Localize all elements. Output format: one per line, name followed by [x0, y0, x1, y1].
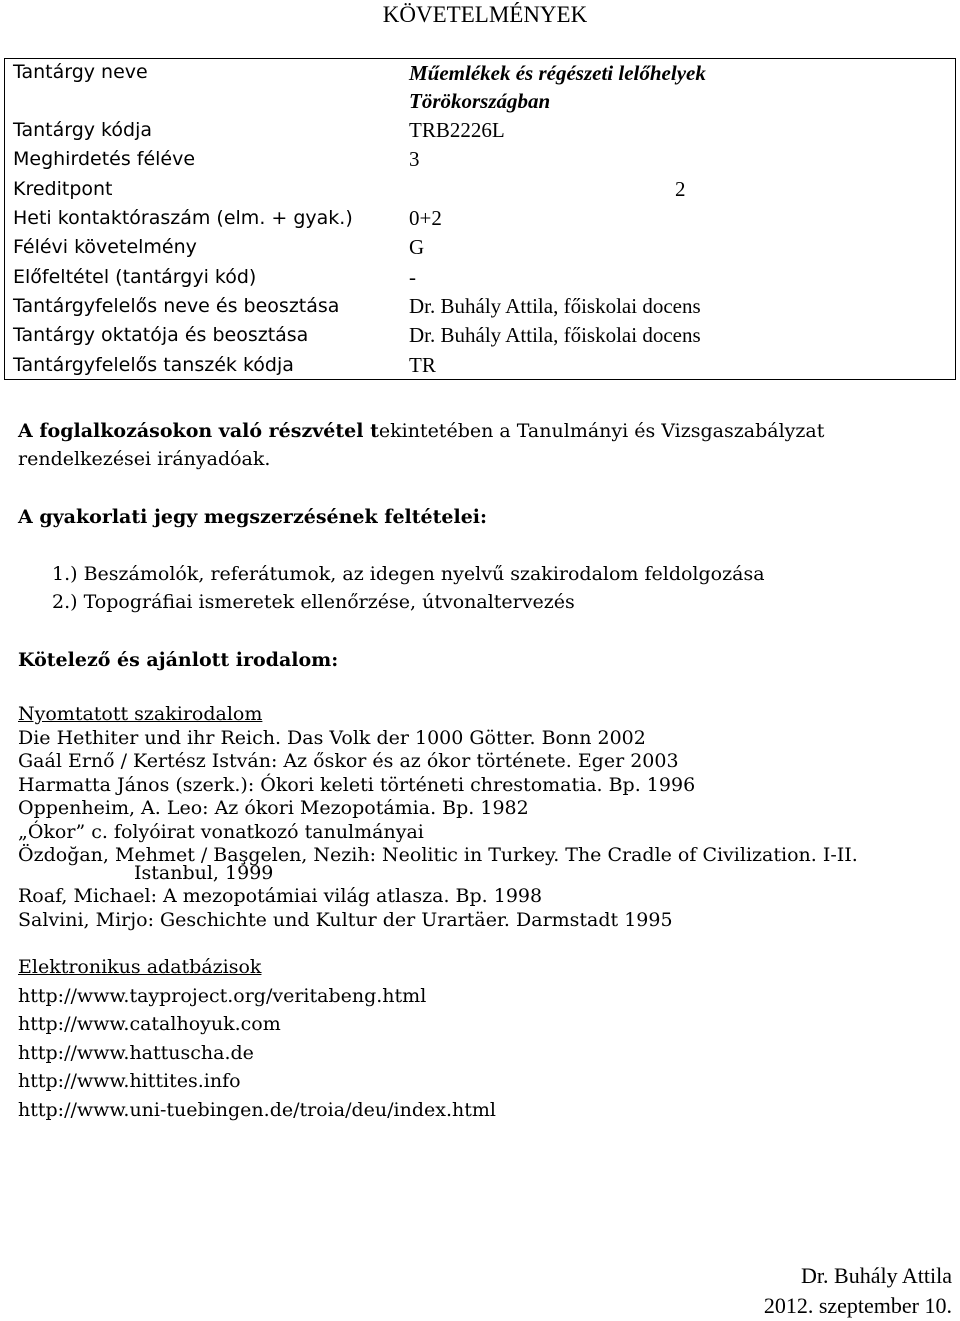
literature-item-continuation: Istanbul, 1999: [134, 861, 274, 884]
literature-item: Özdoğan, Mehmet / Başgelen, Nezih: Neolitic in Turkey. The Cradle of Civilization. I-II.: [18, 844, 858, 866]
literature-item: Salvini, Mirjo: Geschichte und Kultur der Urartäer. Darmstadt 1995: [18, 908, 673, 931]
signature-name: Dr. Buhály Attila: [801, 1263, 952, 1288]
info-label: Tantárgy oktatója és beosztása: [13, 324, 309, 346]
database-link[interactable]: http://www.tayproject.org/veritabeng.html: [18, 984, 427, 1007]
electronic-databases: [18, 953, 496, 1124]
printed-literature-heading: Nyomtatott szakirodalom: [18, 703, 263, 725]
info-label: Tantárgyfelelős tanszék kódja: [13, 354, 294, 376]
info-label: Tantárgy kódja: [13, 119, 152, 141]
literature-heading: Kötelező és ajánlott irodalom:: [18, 649, 339, 671]
info-value: -: [409, 265, 416, 289]
requirement-item: 1.) Beszámolók, referátumok, az idegen nyelvű szakirodalom feldolgozása: [52, 563, 765, 585]
literature-list: [18, 703, 858, 932]
info-value-line2: Törökországban: [409, 89, 551, 113]
info-value: TR: [409, 353, 436, 377]
info-value: 2: [675, 177, 686, 201]
info-value: TRB2226L: [409, 118, 505, 142]
info-value: Dr. Buhály Attila, főiskolai docens: [409, 323, 701, 347]
info-label: Meghirdetés féléve: [13, 148, 196, 170]
course-info-box: [4, 58, 956, 380]
attendance-paragraph: [18, 417, 824, 473]
literature-item: „Ókor” c. folyóirat vonatkozó tanulmányai: [18, 820, 424, 843]
database-link[interactable]: http://www.uni-tuebingen.de/troia/deu/index.html: [18, 1098, 496, 1121]
database-link[interactable]: http://www.hattuscha.de: [18, 1041, 254, 1064]
database-link[interactable]: http://www.catalhoyuk.com: [18, 1013, 281, 1035]
signature-date: 2012. szeptember 10.: [763, 1293, 952, 1318]
page-title: KÖVETELMÉNYEK: [382, 2, 588, 27]
info-value: Műemlékek és régészeti lelőhelyek: [409, 61, 706, 85]
info-value: G: [409, 235, 425, 259]
requirements-heading: A gyakorlati jegy megszerzésének feltételei:: [18, 506, 488, 528]
info-label: Heti kontaktóraszám (elm. + gyak.): [13, 207, 353, 229]
electronic-heading: Elektronikus adatbázisok: [18, 956, 262, 978]
literature-item: Die Hethiter und ihr Reich. Das Volk der 1000 Götter. Bonn 2002: [18, 726, 646, 749]
literature-item: Oppenheim, A. Leo: Az ókori Mezopotámia. Bp. 1982: [18, 797, 529, 819]
requirement-item: 2.) Topográfiai ismeretek ellenőrzése, útvonaltervezés: [52, 591, 575, 613]
info-label: Kreditpont: [13, 178, 113, 200]
signature-block: [764, 1261, 952, 1321]
info-label: Tantárgy neve: [13, 61, 148, 83]
info-label: Tantárgyfelelős neve és beosztása: [13, 295, 340, 317]
info-value: Dr. Buhály Attila, főiskolai docens: [409, 294, 701, 318]
info-label: Előfeltétel (tantárgyi kód): [13, 266, 257, 288]
info-label: Félévi követelmény: [13, 236, 197, 258]
info-value: 3: [409, 147, 420, 171]
info-value: 0+2: [409, 206, 442, 230]
literature-item: Harmatta János (szerk.): Ókori keleti történeti chrestomatia. Bp. 1996: [18, 773, 696, 796]
database-link[interactable]: http://www.hittites.info: [18, 1070, 241, 1092]
attendance-rest: ekintetében a Tanulmányi és Vizsgaszabályzat: [378, 420, 825, 442]
literature-item: Roaf, Michael: A mezopotámiai világ atlasza. Bp. 1998: [18, 885, 543, 907]
attendance-line2: rendelkezései irányadóak.: [18, 448, 271, 470]
literature-item: Gaál Ernő / Kertész István: Az őskor és az ókor története. Eger 2003: [18, 750, 679, 772]
attendance-bold: A foglalkozásokon való részvétel t: [18, 420, 379, 442]
